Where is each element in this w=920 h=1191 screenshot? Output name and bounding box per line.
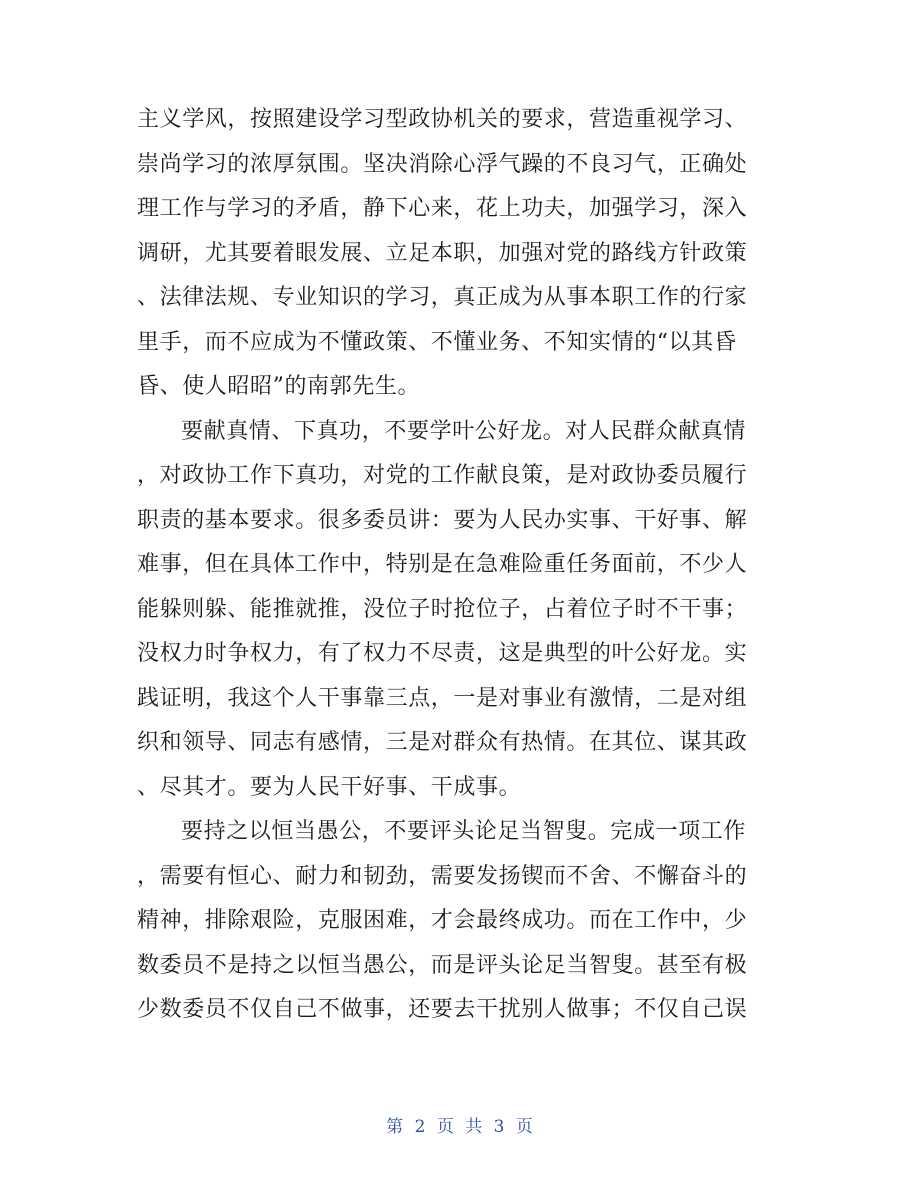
footer-total-word: 共 [465,1117,484,1137]
text-line: 调研，尤其要着眼发展、立足本职，加强对党的路线方针政策 [137,240,748,266]
text-line: 织和领导、同志有感情，三是对群众有热情。在其位、谋其政 [137,730,748,755]
total-pages-number: 3 [493,1117,506,1137]
text-line: 、法律法规、专业知识的学习，真正成为从事本职工作的行家 [137,285,748,310]
text-line: 精神，排除艰险，克服困难，才会最终成功。而在工作中，少 [137,908,748,933]
text-line: 崇尚学习的浓厚氛围。坚决消除心浮气躁的不良习气，正确处 [137,151,748,177]
page-footer [0,1112,920,1137]
text-line: 没权力时争权力，有了权力不尽责，这是典型的叶公好龙。实 [137,641,748,666]
text-line: 践证明，我这个人干事靠三点，一是对事业有激情，二是对组 [137,685,748,711]
footer-suffix: 页 [515,1117,534,1137]
text-line: 、尽其才。要为人民干好事、干成事。 [137,774,522,800]
paragraph-start-line: 要持之以恒当愚公，不要评头论足当智叟。完成一项工作 [181,819,747,844]
paragraph-start-line: 要献真情、下真功，不要学叶公好龙。对人民群众献真情 [181,418,747,444]
text-line: 里手，而不应成为不懂政策、不懂业务、不知实情的“以其昏 [137,329,737,355]
text-line: 昏、使人昭昭”的南郭先生。 [137,374,421,399]
text-line: 理工作与学习的矛盾，静下心来，花上功夫，加强学习，深入 [137,196,748,221]
current-page-number: 2 [414,1117,427,1137]
text-line: 难事，但在具体工作中，特别是在急难险重任务面前，不少人 [137,552,748,577]
text-line: ，对政协工作下真功，对党的工作献良策，是对政协委员履行 [137,463,748,488]
footer-page-word: 页 [436,1117,455,1137]
document-body [137,98,797,1033]
text-line: ，需要有恒心、耐力和韧劲，需要发扬锲而不舍、不懈奋斗的 [137,863,748,889]
text-line: 职责的基本要求。很多委员讲：要为人民办实事、干好事、解 [137,507,748,533]
footer-prefix: 第 [386,1117,405,1137]
text-line: 少数委员不仅自己不做事，还要去干扰别人做事；不仅自己误 [137,997,748,1022]
text-line: 能躲则躲、能推就推，没位子时抢位子，占着位子时不干事； [137,596,748,622]
text-line: 数委员不是持之以恒当愚公，而是评头论足当智叟。甚至有极 [137,952,748,978]
text-line: 主义学风，按照建设学习型政协机关的要求，营造重视学习、 [137,107,748,132]
